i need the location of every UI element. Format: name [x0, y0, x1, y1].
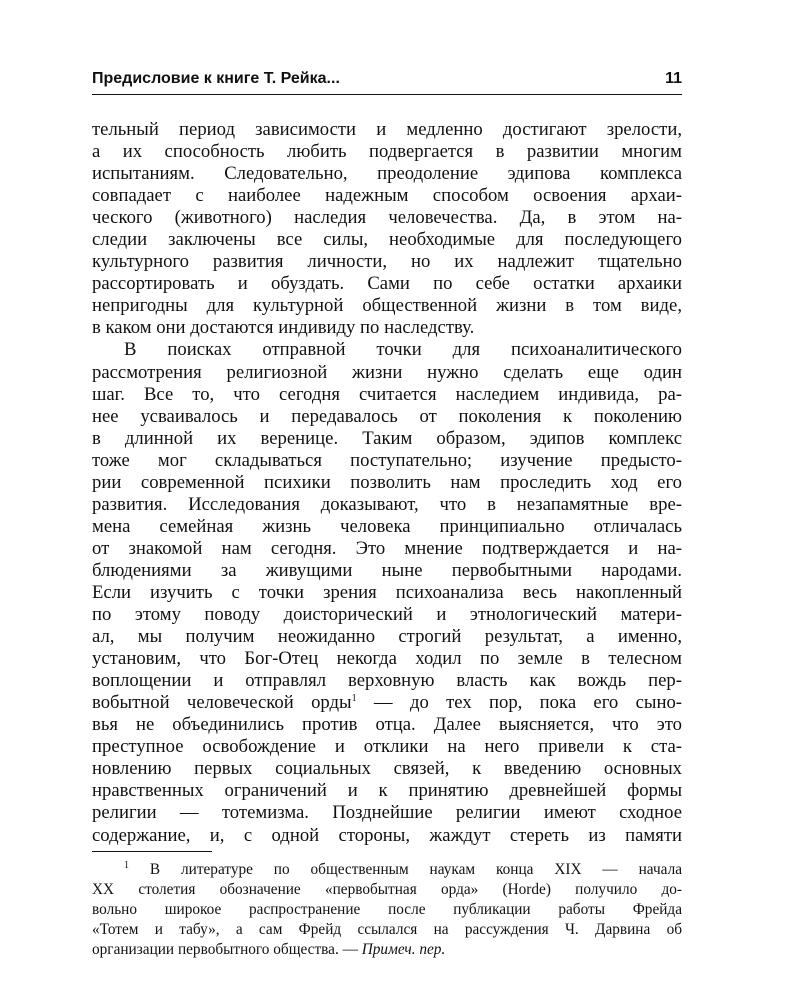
footnote-text: организации первобытного общества. — [92, 940, 362, 958]
translator-note: Примеч. пер. [361, 940, 446, 958]
text-line: новлению первых социальных связей, к введению основных [92, 758, 682, 780]
body-text [92, 119, 682, 847]
text-line: нее усваивалось и передавалось от поколения к поколению [92, 405, 682, 427]
text-line: религии — тотемизма. Позднейшие религии имеют сходное [92, 802, 682, 824]
running-head-title: Предисловие к книге Т. Рейка... [92, 70, 340, 87]
running-head [92, 70, 682, 95]
footnote-line [92, 860, 682, 880]
text-line: рии современной психики позволить нам проследить ход его [92, 471, 682, 493]
text-line: воплощении и отправлял верховную власть как вождь пер- [92, 670, 682, 692]
text-line: от знакомой нам сегодня. Это мнение подтверждается и на- [92, 537, 682, 559]
page-number: 11 [665, 70, 682, 87]
text-line: совпадает с наиболее надежным способом освоения архаи- [92, 185, 682, 207]
text-line: в длинной их веренице. Таким образом, эдипов комплекс [92, 427, 682, 449]
text-line: а их способность любить подвергается в развитии многим [92, 141, 682, 163]
footnote-line [92, 940, 682, 960]
text-line: В поисках отправной точки для психоаналитического [124, 339, 682, 361]
text-line: развития. Исследования доказывают, что в незапамятные вре- [92, 493, 682, 515]
text-line: блюдениями за живущими ныне первобытными народами. [92, 559, 682, 581]
footnote-divider [92, 851, 212, 852]
text-line: тельный период зависимости и медленно достигают зрелости, [92, 119, 682, 140]
footnote-text: В литературе по общественным наукам конца XIX — начала [129, 860, 682, 878]
footnote-marker: 1 [124, 859, 129, 871]
footnote [92, 860, 682, 960]
text-line: установим, что Бог-Отец некогда ходил по земле в телесном [92, 648, 682, 670]
text-line: ал, мы получим неожиданно строгий результат, а именно, [92, 626, 682, 648]
text-line: содержание, и, с одной стороны, жаждут стереть из памяти [92, 824, 682, 846]
footnote-line: XX столетия обозначение «первобытная орда» (Horde) получило до- [92, 880, 682, 898]
text-line [92, 692, 682, 714]
text-line: мена семейная жизнь человека принципиально отличалась [92, 515, 682, 537]
page [92, 70, 682, 960]
text-line: непригодны для культурной общественной жизни в том виде, [92, 295, 682, 317]
footnote-line: «Тотем и табу», а сам Фрейд ссылался на рассуждения Ч. Дарвина об [92, 920, 682, 938]
text-line: следии заключены все силы, необходимые для последующего [92, 229, 682, 251]
text-line: тоже мог складываться поступательно; изучение предысто- [92, 449, 682, 471]
text-line: рассмотрения религиозной жизни нужно сделать еще один [92, 361, 682, 383]
text-line: в каком они достаются индивиду по наследству. [92, 317, 475, 339]
text-line: вья не объединились против отца. Далее выясняется, что это [92, 714, 682, 736]
footnote-line: вольно широкое распространение после публикации работы Фрейда [92, 900, 682, 918]
footnote-reference[interactable]: 1 [351, 692, 357, 704]
text-line: по этому поводу доисторический и этнологический матери- [92, 604, 682, 626]
text-line: Если изучить с точки зрения психоанализа весь накопленный [92, 581, 682, 603]
text-line: преступное освобождение и отклики на него привели к ста- [92, 736, 682, 758]
text-line: шаг. Все то, что сегодня считается наследием индивида, ра- [92, 383, 682, 405]
text-line: испытаниям. Следовательно, преодоление эдипова комплекса [92, 163, 682, 185]
text-fragment: вобытной человеческой орды [92, 692, 352, 714]
text-line: нравственных ограничений и к принятию древнейшей формы [92, 780, 682, 802]
text-line: рассортировать и обуздать. Сами по себе остатки архаики [92, 273, 682, 295]
text-fragment: — до тех пор, пока его сыно- [356, 692, 683, 714]
text-line: культурного развития личности, но их надлежит тщательно [92, 251, 682, 273]
text-line: ческого (животного) наследия человечества. Да, в этом на- [92, 207, 682, 229]
